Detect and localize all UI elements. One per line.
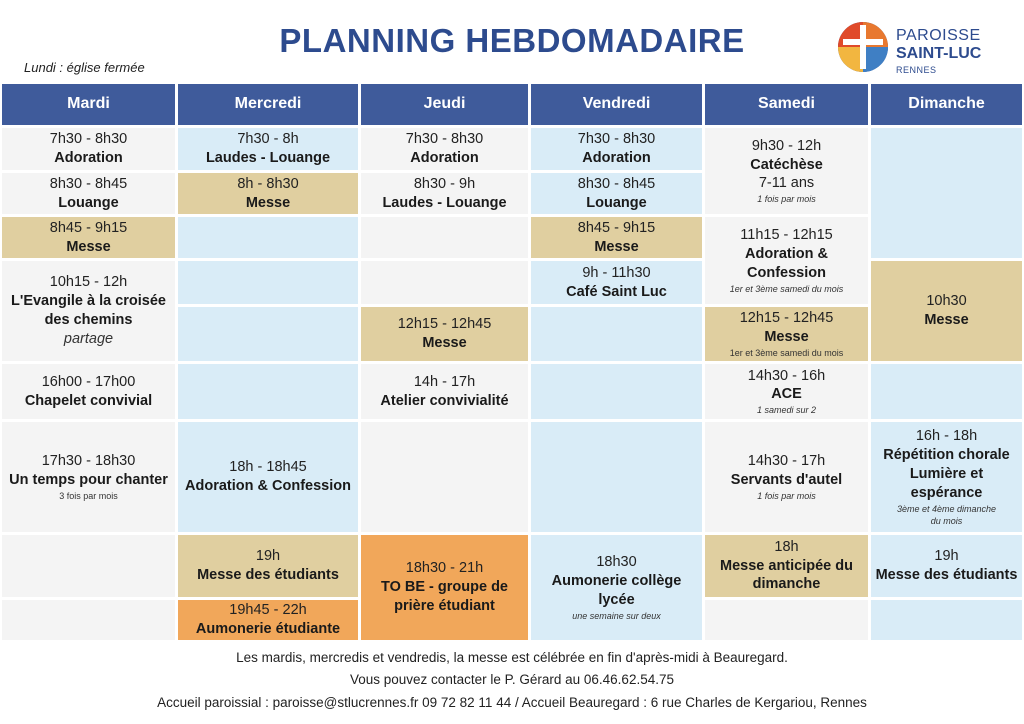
event-name: Un temps pour chanter bbox=[9, 471, 168, 488]
event-time: 19h bbox=[255, 548, 281, 565]
event-name: Aumonerie étudiante bbox=[195, 621, 341, 637]
event-name: Messe anticipée du dimanche bbox=[720, 557, 853, 593]
empty-slot bbox=[178, 217, 358, 258]
event-name: Chapelet convivial bbox=[24, 392, 153, 409]
footer-address: Accueil paroissial : paroisse@stlucrennes.fr 09 72 82 11 44 / Accueil Beauregard : 6 rue Charles de Kergariou, Rennes bbox=[157, 695, 867, 710]
event-name: Laudes - Louange bbox=[382, 194, 507, 211]
event-sam-messe-anticipee bbox=[705, 535, 868, 597]
event-mer-laudes bbox=[178, 128, 358, 170]
event-time: 16h00 - 17h00 bbox=[41, 373, 136, 390]
event-name: Adoration & Confession bbox=[745, 246, 828, 281]
event-name: Messe des étudiants bbox=[875, 567, 1018, 583]
event-time: 11h15 - 12h15 bbox=[740, 227, 833, 244]
event-name: Servants d'autel bbox=[730, 471, 843, 488]
event-name: Messe des étudiants bbox=[197, 567, 339, 583]
footer-mass-note: Les mardis, mercredis et vendredis, la messe est célébrée en fin d'après-midi à Beauregard. bbox=[236, 650, 788, 665]
event-mar-evangile bbox=[2, 261, 175, 361]
empty-slot bbox=[871, 364, 1022, 419]
event-sam-adoration bbox=[705, 217, 868, 304]
empty-slot bbox=[361, 422, 528, 532]
event-time: 7h30 - 8h bbox=[237, 131, 299, 148]
event-time: 16h - 18h bbox=[915, 428, 978, 445]
event-ven-louange bbox=[531, 173, 702, 214]
event-note: 3 fois par mois bbox=[59, 490, 118, 501]
event-dim-messe-etud bbox=[871, 535, 1022, 597]
event-time: 12h15 - 12h45 bbox=[397, 316, 492, 333]
footer-contact: Vous pouvez contacter le P. Gérard au 06.46.62.54.75 bbox=[350, 672, 674, 687]
event-name: Messe bbox=[422, 335, 467, 351]
event-note: 1er et 3ème samedi du mois bbox=[729, 283, 844, 294]
header-mercredi: Mercredi bbox=[178, 84, 358, 125]
empty-slot bbox=[178, 307, 358, 361]
event-name: Louange bbox=[586, 194, 647, 211]
event-dim-chorale bbox=[871, 422, 1022, 532]
event-time: 8h30 - 8h45 bbox=[49, 175, 128, 192]
event-time: 8h30 - 8h45 bbox=[577, 175, 656, 192]
event-name: Répétition chorale Lumière et espérance bbox=[883, 447, 1010, 501]
empty-slot bbox=[871, 600, 1022, 640]
header-jeudi: Jeudi bbox=[361, 84, 528, 125]
event-ven-cafe bbox=[531, 261, 702, 304]
header-mardi: Mardi bbox=[2, 84, 175, 125]
event-mar-chapelet bbox=[2, 364, 175, 419]
event-time: 19h45 - 22h bbox=[229, 602, 307, 619]
event-name: Adoration bbox=[582, 150, 651, 166]
event-time: 18h - 18h45 bbox=[229, 459, 307, 476]
event-time: 8h45 - 9h15 bbox=[49, 219, 128, 236]
event-mer-messe bbox=[178, 173, 358, 214]
event-sam-ace bbox=[705, 364, 868, 419]
event-time: 9h - 11h30 bbox=[582, 264, 651, 281]
header-samedi: Samedi bbox=[705, 84, 868, 125]
event-jeu-laudes bbox=[361, 173, 528, 214]
event-ven-adoration bbox=[531, 128, 702, 170]
event-time: 8h30 - 9h bbox=[413, 175, 476, 192]
empty-slot bbox=[531, 364, 702, 419]
closed-note: Lundi : église fermée bbox=[24, 60, 145, 75]
event-name: Messe bbox=[245, 194, 291, 211]
empty-slot bbox=[871, 128, 1022, 258]
event-name: Catéchèse bbox=[750, 156, 823, 173]
event-name: Messe bbox=[764, 328, 809, 345]
empty-slot bbox=[178, 364, 358, 419]
event-name: Aumonerie collège lycée bbox=[551, 573, 682, 608]
event-name: Messe bbox=[66, 238, 111, 255]
event-jeu-messe bbox=[361, 307, 528, 361]
event-mer-adoration bbox=[178, 422, 358, 532]
event-name: Messe bbox=[594, 238, 639, 255]
event-extra: partage bbox=[63, 330, 114, 347]
event-time: 8h - 8h30 bbox=[237, 175, 299, 192]
event-name: Café Saint Luc bbox=[566, 283, 667, 300]
event-dim-messe bbox=[871, 261, 1022, 361]
event-note: 1 fois par mois bbox=[757, 490, 816, 501]
empty-slot bbox=[531, 307, 702, 361]
event-time: 10h15 - 12h bbox=[49, 274, 128, 291]
event-time: 14h30 - 17h bbox=[747, 453, 826, 470]
event-time: 7h30 - 8h30 bbox=[405, 131, 484, 148]
event-note: 1er et 3ème samedi du mois bbox=[729, 347, 844, 358]
event-note: 1 samedi sur 2 bbox=[756, 405, 817, 416]
event-name: Louange bbox=[58, 194, 119, 211]
event-name: ACE bbox=[771, 386, 802, 403]
event-jeu-tobe bbox=[361, 535, 528, 640]
event-sam-catechese bbox=[705, 128, 868, 214]
empty-slot bbox=[705, 600, 868, 640]
event-ven-aumonerie bbox=[531, 535, 702, 640]
event-time: 7h30 - 8h30 bbox=[49, 131, 128, 148]
logo-line-rennes: RENNES bbox=[896, 65, 937, 75]
empty-slot bbox=[178, 261, 358, 304]
event-note: 1 fois par mois bbox=[757, 194, 816, 205]
page-title: PLANNING HEBDOMADAIRE bbox=[279, 22, 745, 59]
empty-slot bbox=[531, 422, 702, 532]
event-time: 9h30 - 12h bbox=[751, 137, 822, 154]
event-time: 18h30 - 21h bbox=[405, 560, 484, 577]
event-name: TO BE - groupe de prière étudiant bbox=[380, 579, 509, 614]
event-sam-messe bbox=[705, 307, 868, 361]
event-name: L'Evangile à la croisée des chemins bbox=[11, 293, 166, 328]
event-time: 18h bbox=[774, 538, 799, 555]
event-time: 10h30 bbox=[926, 293, 967, 310]
event-time: 19h bbox=[934, 548, 959, 565]
event-time: 12h15 - 12h45 bbox=[739, 310, 834, 327]
event-name: Messe bbox=[924, 312, 969, 328]
logo-line-paroisse: PAROISSE bbox=[896, 27, 981, 44]
empty-slot bbox=[2, 535, 175, 597]
event-time: 7h30 - 8h30 bbox=[577, 131, 656, 148]
event-time: 14h30 - 16h bbox=[747, 367, 826, 384]
event-mer-messe-etud bbox=[178, 535, 358, 597]
event-name: Adoration & Confession bbox=[185, 478, 351, 494]
event-extra: 7-11 ans bbox=[758, 175, 815, 192]
event-ven-messe bbox=[531, 217, 702, 258]
event-mar-chanter bbox=[2, 422, 175, 532]
event-time: 18h30 bbox=[596, 554, 637, 571]
empty-slot bbox=[361, 217, 528, 258]
event-name: Adoration bbox=[410, 150, 479, 166]
event-sam-servants bbox=[705, 422, 868, 532]
event-mer-aumonerie bbox=[178, 600, 358, 640]
event-name: Adoration bbox=[54, 150, 123, 166]
event-note: 3ème et 4ème dimanche du mois bbox=[896, 503, 997, 526]
event-mar-adoration bbox=[2, 128, 175, 170]
event-time: 8h45 - 9h15 bbox=[577, 219, 656, 236]
logo-line-saint-luc: SAINT-LUC bbox=[896, 45, 982, 62]
event-time: 17h30 - 18h30 bbox=[41, 453, 136, 470]
event-time: 14h - 17h bbox=[413, 373, 476, 390]
event-jeu-atelier bbox=[361, 364, 528, 419]
event-jeu-adoration bbox=[361, 128, 528, 170]
event-name: Laudes - Louange bbox=[205, 150, 331, 166]
event-mar-messe bbox=[2, 217, 175, 258]
event-note: une semaine sur deux bbox=[572, 610, 661, 621]
empty-slot bbox=[361, 261, 528, 304]
empty-slot bbox=[2, 600, 175, 640]
event-name: Atelier convivialité bbox=[380, 392, 509, 409]
header-dimanche: Dimanche bbox=[871, 84, 1022, 125]
event-mar-louange bbox=[2, 173, 175, 214]
header-vendredi: Vendredi bbox=[531, 84, 702, 125]
